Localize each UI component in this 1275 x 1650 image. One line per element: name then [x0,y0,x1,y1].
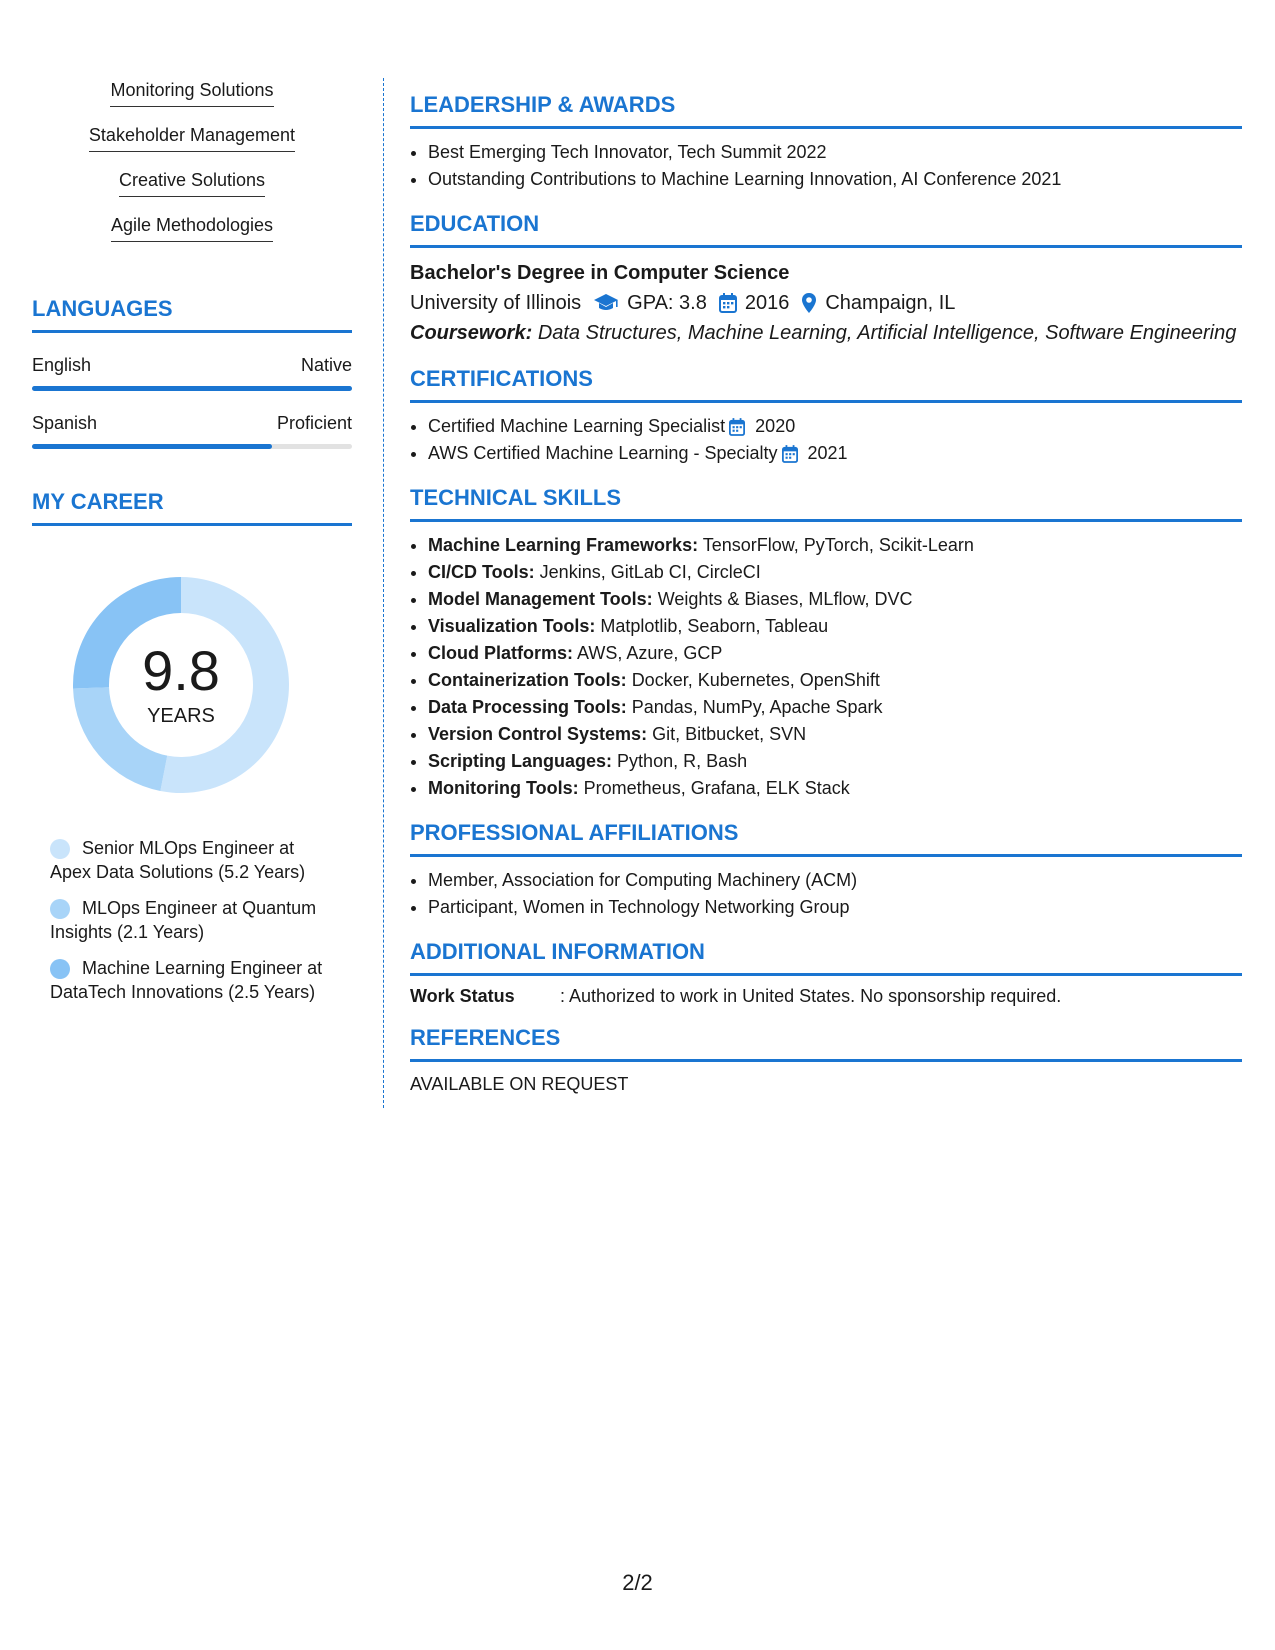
skill-values: Pandas, NumPy, Apache Spark [631,697,883,717]
skill-values: Jenkins, GitLab CI, CircleCI [539,562,761,582]
career-section [32,489,352,1004]
education-title: EDUCATION [410,211,1242,248]
skill-values: Matplotlib, Seaborn, Tableau [600,616,829,636]
skill-tags [32,80,352,260]
language-item [32,413,352,449]
legend-item [50,836,330,884]
legend-dot [50,899,70,919]
career-total: 9.8 [142,638,220,702]
skill-category: Scripting Languages: [428,751,613,771]
skill-values: Prometheus, Grafana, ELK Stack [583,778,850,798]
legend-dot [50,959,70,979]
career-unit: YEARS [147,704,215,727]
additional-info-title: ADDITIONAL INFORMATION [410,939,1242,976]
language-bar-fill [32,444,272,449]
location: Champaign, IL [825,292,956,314]
career-title: MY CAREER [32,489,352,526]
list-item [428,440,1242,467]
cert-name: AWS Certified Machine Learning - Specialty [428,443,778,463]
graduation-cap-icon [593,293,619,313]
work-status-value: : Authorized to work in United States. No sponsorship required. [560,986,1062,1006]
list-item [428,586,1242,613]
legend-item [50,956,330,1004]
language-item [32,355,352,391]
list-item [428,667,1242,694]
certifications-section [410,366,1242,467]
leadership-section [410,92,1242,193]
language-bar [32,386,352,391]
list-item [428,775,1242,802]
skill-values: Weights & Biases, MLflow, DVC [657,589,913,609]
left-column [32,80,352,1016]
column-divider [383,78,384,1108]
list-item [428,694,1242,721]
skill-values: TensorFlow, PyTorch, Scikit-Learn [702,535,974,555]
affiliations-title: PROFESSIONAL AFFILIATIONS [410,820,1242,857]
skill-category: Model Management Tools: [428,589,653,609]
language-name: Spanish [32,413,98,433]
list-item: • Best Emerging Tech Innovator, Tech Summit 2022 [428,139,1242,166]
legend-label: Machine Learning Engineer at DataTech Innovations (2.5 Years) [50,958,323,1002]
location-pin-icon [801,292,817,314]
skill-values: Git, Bitbucket, SVN [652,724,807,744]
education-section [410,211,1242,348]
work-status-label: Work Status [410,986,515,1006]
degree: Bachelor's Degree in Computer Science [410,262,790,284]
technical-skills-section [410,485,1242,802]
coursework-list: Data Structures, Machine Learning, Artificial Intelligence, Software Engineering [537,322,1237,344]
skill-category: Visualization Tools: [428,616,596,636]
language-bar [32,444,352,449]
cert-name: Certified Machine Learning Specialist [428,416,726,436]
skill-category: Machine Learning Frameworks: [428,535,699,555]
skill-tag: Creative Solutions [119,170,265,197]
additional-info-section [410,939,1242,1007]
page-number: 2/2 [622,1570,653,1595]
list-item [428,613,1242,640]
list-item: • Member, Association for Computing Machinery (ACM) [428,867,1242,894]
list-item [428,532,1242,559]
languages-section [32,296,352,449]
list-item: • Participant, Women in Technology Networking Group [428,894,1242,921]
skill-values: Docker, Kubernetes, OpenShift [631,670,880,690]
school: University of Illinois [410,292,582,314]
skill-category: Cloud Platforms: [428,643,574,663]
career-legend [50,836,330,1004]
graduation-year: 2016 [744,292,790,314]
language-bar-fill [32,386,352,391]
calendar-icon [729,418,745,436]
cert-year: 2021 [807,443,848,463]
legend-dot [50,839,70,859]
list-item [428,748,1242,775]
legend-label: MLOps Engineer at Quantum Insights (2.1 Years) [50,898,317,942]
references-text: AVAILABLE ON REQUEST [410,1074,629,1094]
technical-skills-title: TECHNICAL SKILLS [410,485,1242,522]
language-name: English [32,355,92,375]
affiliations-section [410,820,1242,921]
skill-tag: Stakeholder Management [89,125,295,152]
language-level: Native [300,355,352,375]
languages-title: LANGUAGES [32,296,352,333]
legend-item [50,896,330,944]
legend-label: Senior MLOps Engineer at Apex Data Solutions (5.2 Years) [50,838,306,882]
skill-tag: Agile Methodologies [111,215,273,242]
list-item [428,559,1242,586]
donut-center [66,570,296,800]
skill-category: Containerization Tools: [428,670,627,690]
references-title: REFERENCES [410,1025,1242,1062]
certifications-title: CERTIFICATIONS [410,366,1242,403]
calendar-icon [782,445,798,463]
right-column [410,92,1242,1113]
education-details [410,288,1242,318]
skill-category: Version Control Systems: [428,724,648,744]
skill-values: AWS, Azure, GCP [577,643,723,663]
leadership-title: LEADERSHIP & AWARDS [410,92,1242,129]
calendar-icon [719,293,737,313]
cert-year: 2020 [755,416,796,436]
language-level: Proficient [276,413,352,433]
list-item [428,413,1242,440]
list-item: • Outstanding Contributions to Machine Learning Innovation, AI Conference 2021 [428,166,1242,193]
gpa: GPA: 3.8 [627,292,707,314]
coursework-label: Coursework: [410,322,533,344]
list-item [428,721,1242,748]
skill-category: Monitoring Tools: [428,778,579,798]
skill-category: Data Processing Tools: [428,697,627,717]
references-section [410,1025,1242,1095]
list-item [428,640,1242,667]
skill-values: Python, R, Bash [617,751,748,771]
coursework [410,318,1242,348]
skill-category: CI/CD Tools: [428,562,535,582]
skill-tag: Monitoring Solutions [110,80,273,107]
career-donut [66,570,296,800]
